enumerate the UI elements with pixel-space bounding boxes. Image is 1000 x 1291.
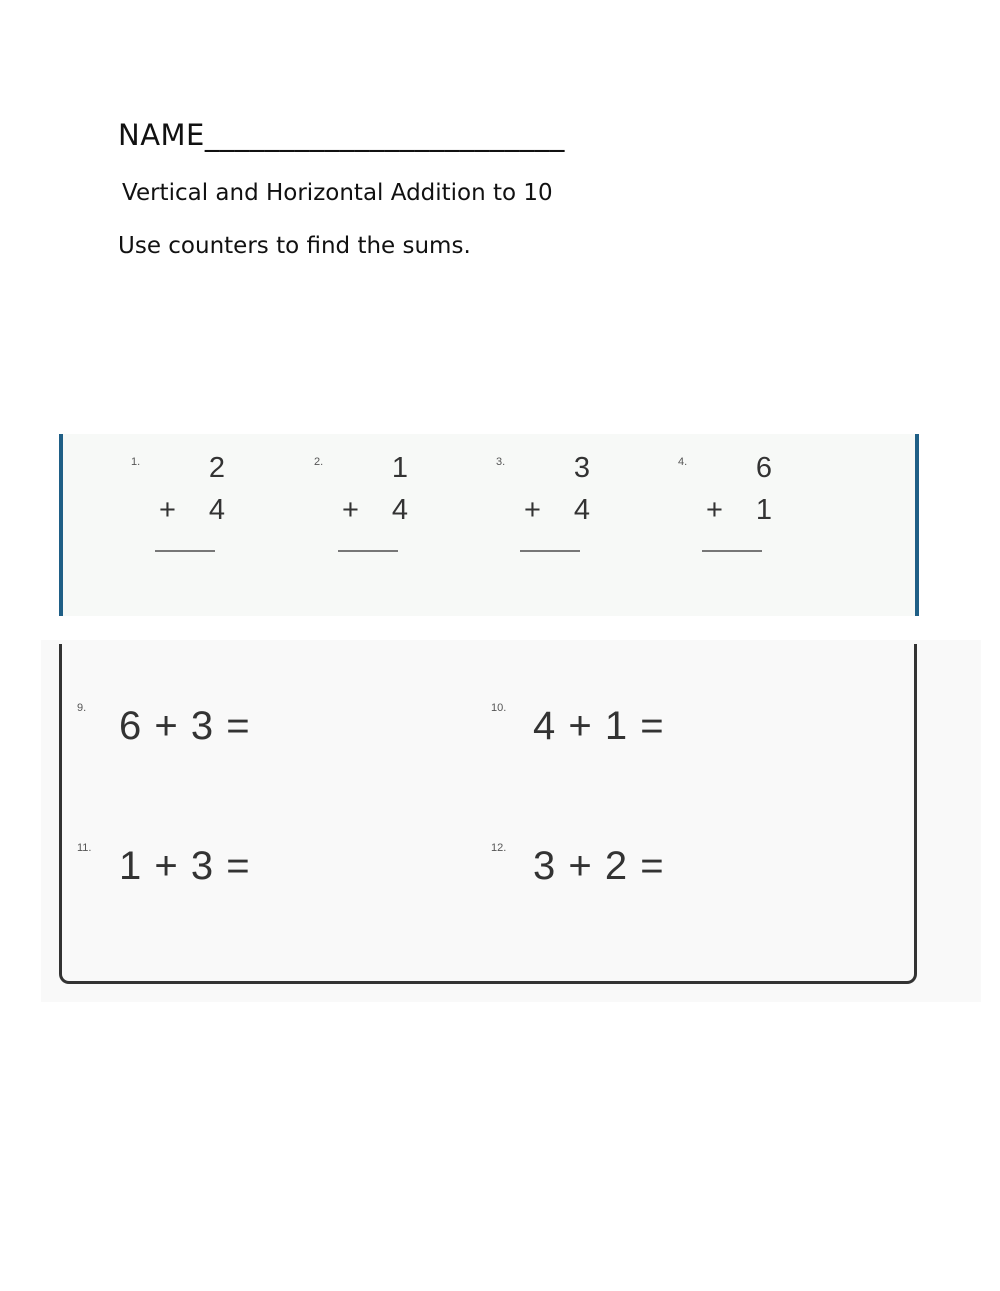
bottom-addend: 1 [755,494,772,526]
top-addend: 6 [755,452,772,484]
horizontal-problems-panel [41,640,981,1002]
top-addend: 2 [208,452,225,484]
vertical-problems-panel [59,434,919,616]
top-addend: 3 [573,452,590,484]
equation: 4 + 1 = [533,704,665,748]
answer-line [520,550,580,552]
horizontal-problem-12 [491,840,851,900]
horizontal-problem-9 [77,700,437,760]
panel-right-bar [915,434,919,616]
worksheet-title: Vertical and Horizontal Addition to 10 [122,180,553,206]
horizontal-problem-11 [77,840,437,900]
horizontal-problem-10 [491,700,851,760]
answer-line [155,550,215,552]
problem-number: 11. [77,842,92,854]
equation: 3 + 2 = [533,844,665,888]
instructions: Use counters to find the sums. [118,233,471,259]
panel-left-bar [59,434,63,616]
problem-number: 1. [131,456,141,468]
vertical-problem-3 [496,452,606,562]
bottom-addend: 4 [391,494,408,526]
top-addend: 1 [391,452,408,484]
problem-number: 10. [491,702,507,714]
name-line: NAME________________________ [118,118,565,152]
problem-number: 2. [314,456,324,468]
panel-frame [59,644,917,984]
plus-sign: + [342,494,359,526]
vertical-problem-1 [131,452,241,562]
vertical-problem-4 [678,452,788,562]
answer-line [338,550,398,552]
problem-number: 3. [496,456,506,468]
problem-number: 4. [678,456,688,468]
bottom-addend: 4 [208,494,225,526]
equation: 6 + 3 = [119,704,251,748]
plus-sign: + [524,494,541,526]
plus-sign: + [706,494,723,526]
problem-number: 12. [491,842,507,854]
answer-line [702,550,762,552]
vertical-problem-2 [314,452,424,562]
problem-number: 9. [77,702,87,714]
bottom-addend: 4 [573,494,590,526]
plus-sign: + [159,494,176,526]
equation: 1 + 3 = [119,844,251,888]
